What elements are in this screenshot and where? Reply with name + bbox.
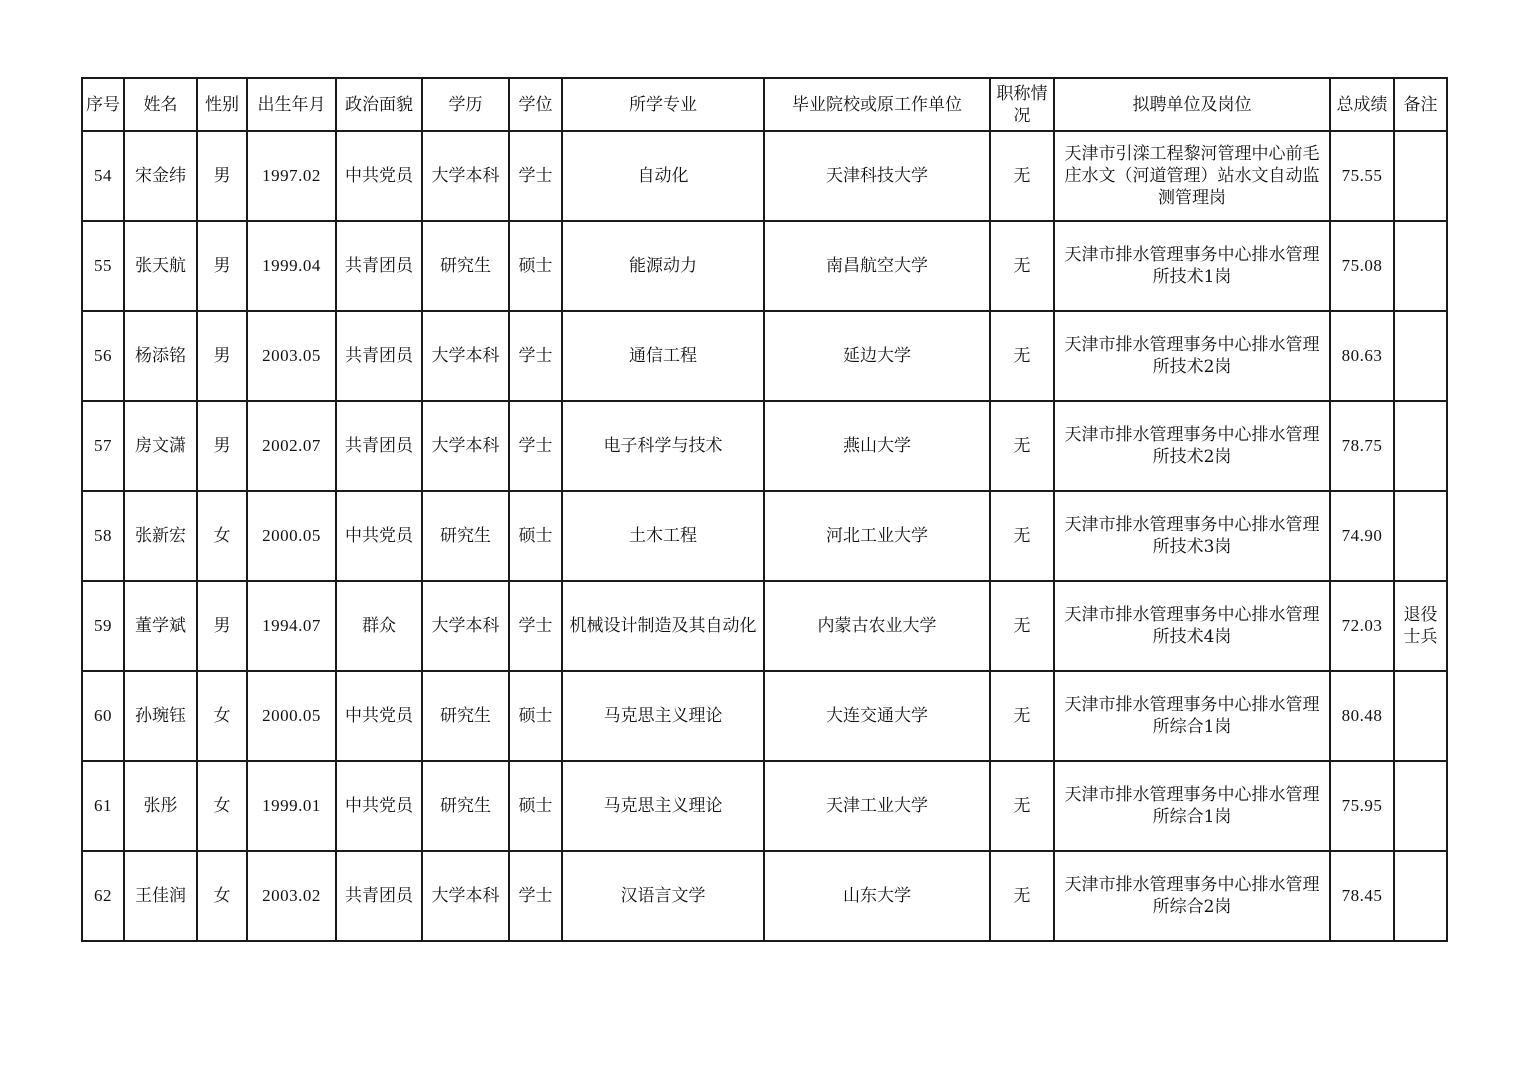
header-col-name: 姓名 [124,78,197,131]
cell-birth: 2000.05 [247,491,336,581]
cell-score: 74.90 [1330,491,1394,581]
cell-birth: 1999.04 [247,221,336,311]
cell-degree: 学士 [509,311,562,401]
table-header [82,78,1447,131]
cell-political: 群众 [336,581,422,671]
cell-school: 天津科技大学 [764,131,990,221]
cell-index: 55 [82,221,124,311]
cell-birth: 1997.02 [247,131,336,221]
header-col-school: 毕业院校或原工作单位 [764,78,990,131]
cell-score: 80.48 [1330,671,1394,761]
header-col-political: 政治面貌 [336,78,422,131]
cell-gender: 男 [197,131,247,221]
header-col-score: 总成绩 [1330,78,1394,131]
table-row [82,311,1447,401]
cell-name: 张新宏 [124,491,197,581]
header-col-degree: 学位 [509,78,562,131]
header-col-major: 所学专业 [562,78,764,131]
cell-position: 天津市排水管理事务中心排水管理所综合1岗 [1054,671,1330,761]
cell-title: 无 [990,851,1054,941]
cell-birth: 1999.01 [247,761,336,851]
header-col-title: 职称情况 [990,78,1054,131]
cell-remark [1394,761,1447,851]
cell-gender: 女 [197,491,247,581]
header-col-index: 序号 [82,78,124,131]
header-col-remark: 备注 [1394,78,1447,131]
header-col-position: 拟聘单位及岗位 [1054,78,1330,131]
cell-education: 研究生 [422,221,509,311]
cell-birth: 2000.05 [247,671,336,761]
cell-education: 研究生 [422,761,509,851]
cell-political: 中共党员 [336,761,422,851]
header-col-education: 学历 [422,78,509,131]
cell-degree: 硕士 [509,761,562,851]
cell-degree: 硕士 [509,221,562,311]
cell-degree: 学士 [509,581,562,671]
cell-political: 共青团员 [336,221,422,311]
cell-remark [1394,401,1447,491]
cell-gender: 男 [197,401,247,491]
cell-school: 河北工业大学 [764,491,990,581]
table-row [82,581,1447,671]
cell-school: 延边大学 [764,311,990,401]
cell-birth: 2003.05 [247,311,336,401]
cell-title: 无 [990,221,1054,311]
cell-remark [1394,311,1447,401]
table-row [82,401,1447,491]
cell-title: 无 [990,491,1054,581]
cell-name: 孙琬钰 [124,671,197,761]
cell-major: 电子科学与技术 [562,401,764,491]
cell-index: 61 [82,761,124,851]
header-row [82,78,1447,131]
cell-major: 机械设计制造及其自动化 [562,581,764,671]
cell-gender: 男 [197,581,247,671]
cell-position: 天津市排水管理事务中心排水管理所技术1岗 [1054,221,1330,311]
cell-title: 无 [990,671,1054,761]
cell-education: 大学本科 [422,131,509,221]
cell-name: 房文潇 [124,401,197,491]
cell-school: 燕山大学 [764,401,990,491]
cell-education: 大学本科 [422,581,509,671]
cell-score: 72.03 [1330,581,1394,671]
table-row [82,491,1447,581]
cell-school: 南昌航空大学 [764,221,990,311]
cell-position: 天津市排水管理事务中心排水管理所综合1岗 [1054,761,1330,851]
table-row [82,221,1447,311]
cell-name: 宋金纬 [124,131,197,221]
cell-index: 57 [82,401,124,491]
cell-education: 大学本科 [422,401,509,491]
cell-political: 共青团员 [336,311,422,401]
cell-title: 无 [990,761,1054,851]
cell-school: 山东大学 [764,851,990,941]
cell-remark [1394,491,1447,581]
cell-education: 大学本科 [422,851,509,941]
cell-major: 马克思主义理论 [562,671,764,761]
cell-title: 无 [990,311,1054,401]
table-row [82,131,1447,221]
cell-index: 60 [82,671,124,761]
cell-gender: 女 [197,671,247,761]
cell-remark [1394,221,1447,311]
cell-position: 天津市排水管理事务中心排水管理所技术3岗 [1054,491,1330,581]
cell-education: 大学本科 [422,311,509,401]
cell-gender: 女 [197,851,247,941]
cell-degree: 学士 [509,401,562,491]
cell-title: 无 [990,581,1054,671]
cell-name: 董学斌 [124,581,197,671]
table-row [82,851,1447,941]
cell-position: 天津市排水管理事务中心排水管理所技术2岗 [1054,311,1330,401]
table-row [82,761,1447,851]
cell-school: 天津工业大学 [764,761,990,851]
cell-position: 天津市排水管理事务中心排水管理所技术2岗 [1054,401,1330,491]
cell-score: 78.75 [1330,401,1394,491]
cell-degree: 硕士 [509,671,562,761]
cell-remark [1394,851,1447,941]
cell-education: 研究生 [422,671,509,761]
cell-name: 王佳润 [124,851,197,941]
cell-position: 天津市排水管理事务中心排水管理所技术4岗 [1054,581,1330,671]
cell-position: 天津市引滦工程黎河管理中心前毛庄水文（河道管理）站水文自动监测管理岗 [1054,131,1330,221]
cell-major: 马克思主义理论 [562,761,764,851]
table-row [82,671,1447,761]
cell-school: 大连交通大学 [764,671,990,761]
cell-remark [1394,671,1447,761]
cell-political: 共青团员 [336,401,422,491]
cell-index: 62 [82,851,124,941]
candidate-table [81,77,1448,942]
cell-political: 共青团员 [336,851,422,941]
cell-gender: 男 [197,221,247,311]
cell-major: 能源动力 [562,221,764,311]
cell-birth: 2002.07 [247,401,336,491]
cell-gender: 男 [197,311,247,401]
cell-index: 58 [82,491,124,581]
cell-major: 汉语言文学 [562,851,764,941]
header-col-birth: 出生年月 [247,78,336,131]
header-col-gender: 性别 [197,78,247,131]
cell-degree: 学士 [509,131,562,221]
cell-education: 研究生 [422,491,509,581]
cell-name: 张彤 [124,761,197,851]
cell-name: 张天航 [124,221,197,311]
cell-title: 无 [990,131,1054,221]
cell-political: 中共党员 [336,131,422,221]
cell-degree: 学士 [509,851,562,941]
cell-score: 80.63 [1330,311,1394,401]
cell-birth: 2003.02 [247,851,336,941]
cell-index: 59 [82,581,124,671]
cell-birth: 1994.07 [247,581,336,671]
cell-political: 中共党员 [336,491,422,581]
cell-political: 中共党员 [336,671,422,761]
cell-name: 杨添铭 [124,311,197,401]
cell-index: 56 [82,311,124,401]
cell-score: 78.45 [1330,851,1394,941]
cell-school: 内蒙古农业大学 [764,581,990,671]
cell-major: 通信工程 [562,311,764,401]
cell-score: 75.08 [1330,221,1394,311]
table-body [82,131,1447,941]
cell-remark: 退役士兵 [1394,581,1447,671]
cell-title: 无 [990,401,1054,491]
cell-position: 天津市排水管理事务中心排水管理所综合2岗 [1054,851,1330,941]
cell-score: 75.95 [1330,761,1394,851]
cell-major: 自动化 [562,131,764,221]
cell-gender: 女 [197,761,247,851]
cell-major: 土木工程 [562,491,764,581]
cell-index: 54 [82,131,124,221]
cell-remark [1394,131,1447,221]
cell-score: 75.55 [1330,131,1394,221]
cell-degree: 硕士 [509,491,562,581]
